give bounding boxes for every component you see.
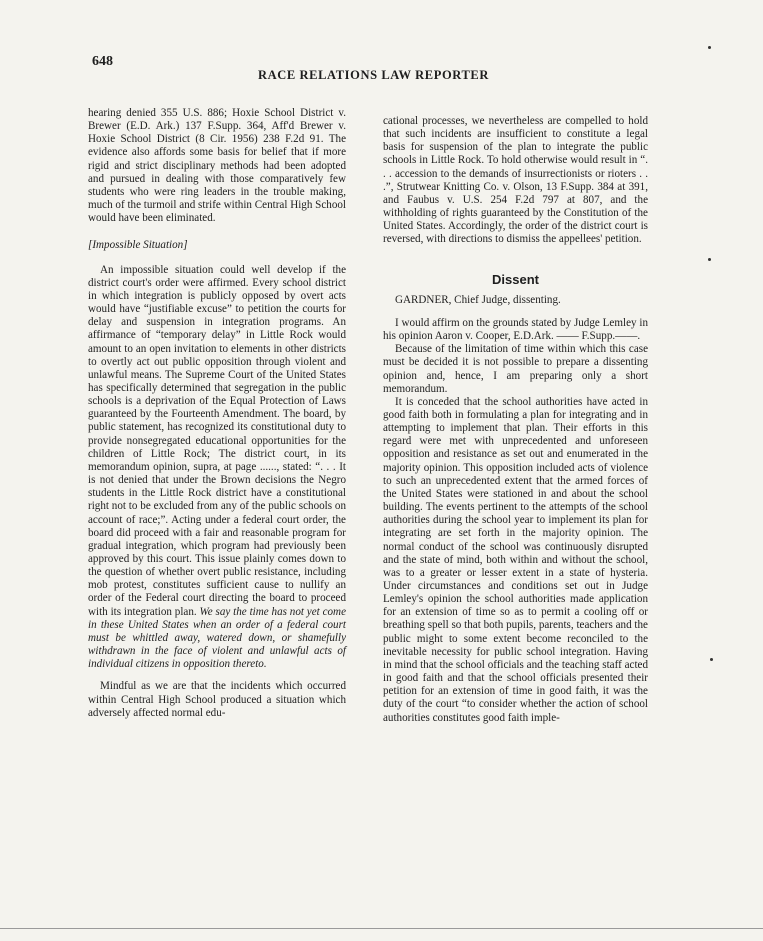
right-column [383, 115, 648, 725]
scan-speck [710, 658, 713, 661]
left-column [88, 107, 346, 720]
page-number: 648 [92, 54, 113, 69]
mindful-paragraph: Mindful as we are that the incidents which occurred within Central High School produced a situation which adversely affected normal edu- [88, 680, 346, 719]
running-head: RACE RELATIONS LAW REPORTER [258, 68, 489, 82]
dissent-heading: Dissent [492, 271, 539, 287]
majority-conclusion-paragraph: cational processes, we nevertheless are compelled to hold that such incidents are insufficient to constitute a legal basis for suspension of the plan to integrate the public schools in Little Rock. To hold otherwise would result in “. . . accession to the demands of insurrectionists or rioters . . .”, Strutwear Knitting Co. v. Olson, 13 F.Supp. 384 at 391, and Faubus v. U.S. 254 F.2d 797 at 807, and the withholding of rights guaranteed by the Constitution of the United States. Accordingly, the order of the district court is reversed, with directions to dismiss the appellees' petition. [383, 115, 648, 246]
scan-speck [708, 258, 711, 261]
emphasized-holding: We say the time has not yet come in these United States when an order of a federal court must be whittled away, watered down, or shamefully withdrawn in the face of violent and unlawful acts of individual citizens in opposition thereto. [88, 605, 346, 671]
paragraph-text: An impossible situation could well develop if the district court's order were affirmed. Every school district in which integration is publicly opposed by overt acts would have “justifiable excuse” to petition the courts for delay and suspension in integration programs. An affirmance of “temporary delay” in Little Rock would amount to an open invitation to elements in other districts to overtly act out public opposition through violent and unlawful means. The Supreme Court of the United States has specifically determined that segregation in the public schools is a deprivation of the Equal Protection of Laws guaranteed by the Fourteenth Amendment. The board, by public statement, has recognized its constitutional duty to provide nonsegregated educational opportunities for the children of Little Rock; The district court, in its memorandum opinion, supra, at page ......, stated: “. . . It is not denied that under the Brown decisions the Negro students in the Little Rock district have a constitutional right not to be excluded from any of the public schools on account of race;”. Acting under a federal court order, the board did proceed with a fair and reasonable program for gradual integration, which program had previously been approved by this court. This issue plainly comes down to the question of whether overt public resistance, including mob protest, constitutes sufficient cause to nullify an order of the Federal court directing the board to proceed with its integration plan. [88, 263, 346, 618]
dissent-paragraph-good-faith: It is conceded that the school authorities have acted in good faith both in formulating a plan for integrating and in attempting to implement that plan. Their efforts in this regard were met with unprecedented and unforeseen opposition and resistance as set out and enumerated in the majority opinion. This opposition included acts of violence to such an unprecedented extent that the armed forces of the United States were stationed in and about the school building. The events pertinent to the attempts of the school authorities during the school year to implement its plan for integrating are set forth in the majority opinion. The normal conduct of the school was continuously disrupted and the state of mind, both within and without the school, was to a greater or lesser extent in a state of hysteria. Under circumstances and conditions set out in Judge Lemley's opinion the school authorities made application for an extension of time so as to permit a cooling off or breathing spell so that both pupils, parents, teachers and the public might to some extent become reconciled to the inevitable necessity for public school integration. Having in mind that the school officials and the teaching staff acted in good faith and that the school officials presented their petition for an extension of time in good faith, it was the duty of the court “to consider whether the action of school authorities constitutes good faith imple- [383, 395, 648, 724]
dissenting-judge-line: GARDNER, Chief Judge, dissenting. [395, 293, 561, 306]
left-paragraph-continuation: hearing denied 355 U.S. 886; Hoxie School District v. Brewer (E.D. Ark.) 137 F.Supp. 364, Aff'd Brewer v. Hoxie School District (8 Cir. 1956) 238 F.2d 91. The evidence also affords some basis for belief that if more rigid and strict disciplinary methods had been adopted and pursued in dealing with those comparatively few students who were ring leaders in the trouble making, much of the turmoil and strife within Central High School would have been eliminated. [88, 107, 346, 225]
dissent-paragraph-time: Because of the limitation of time within which this case must be decided it is not possible to prepare a dissenting opinion and, hence, I am preparing only a short memorandum. [383, 343, 648, 395]
scan-bottom-edge [0, 928, 763, 929]
dissent-paragraph-affirm: I would affirm on the grounds stated by Judge Lemley in his opinion Aaron v. Cooper, E.D.Ark. —— F.Supp.——. [383, 316, 648, 343]
impossible-situation-paragraph [88, 264, 346, 672]
section-subhead: [Impossible Situation] [88, 239, 188, 252]
scan-speck [708, 46, 711, 49]
